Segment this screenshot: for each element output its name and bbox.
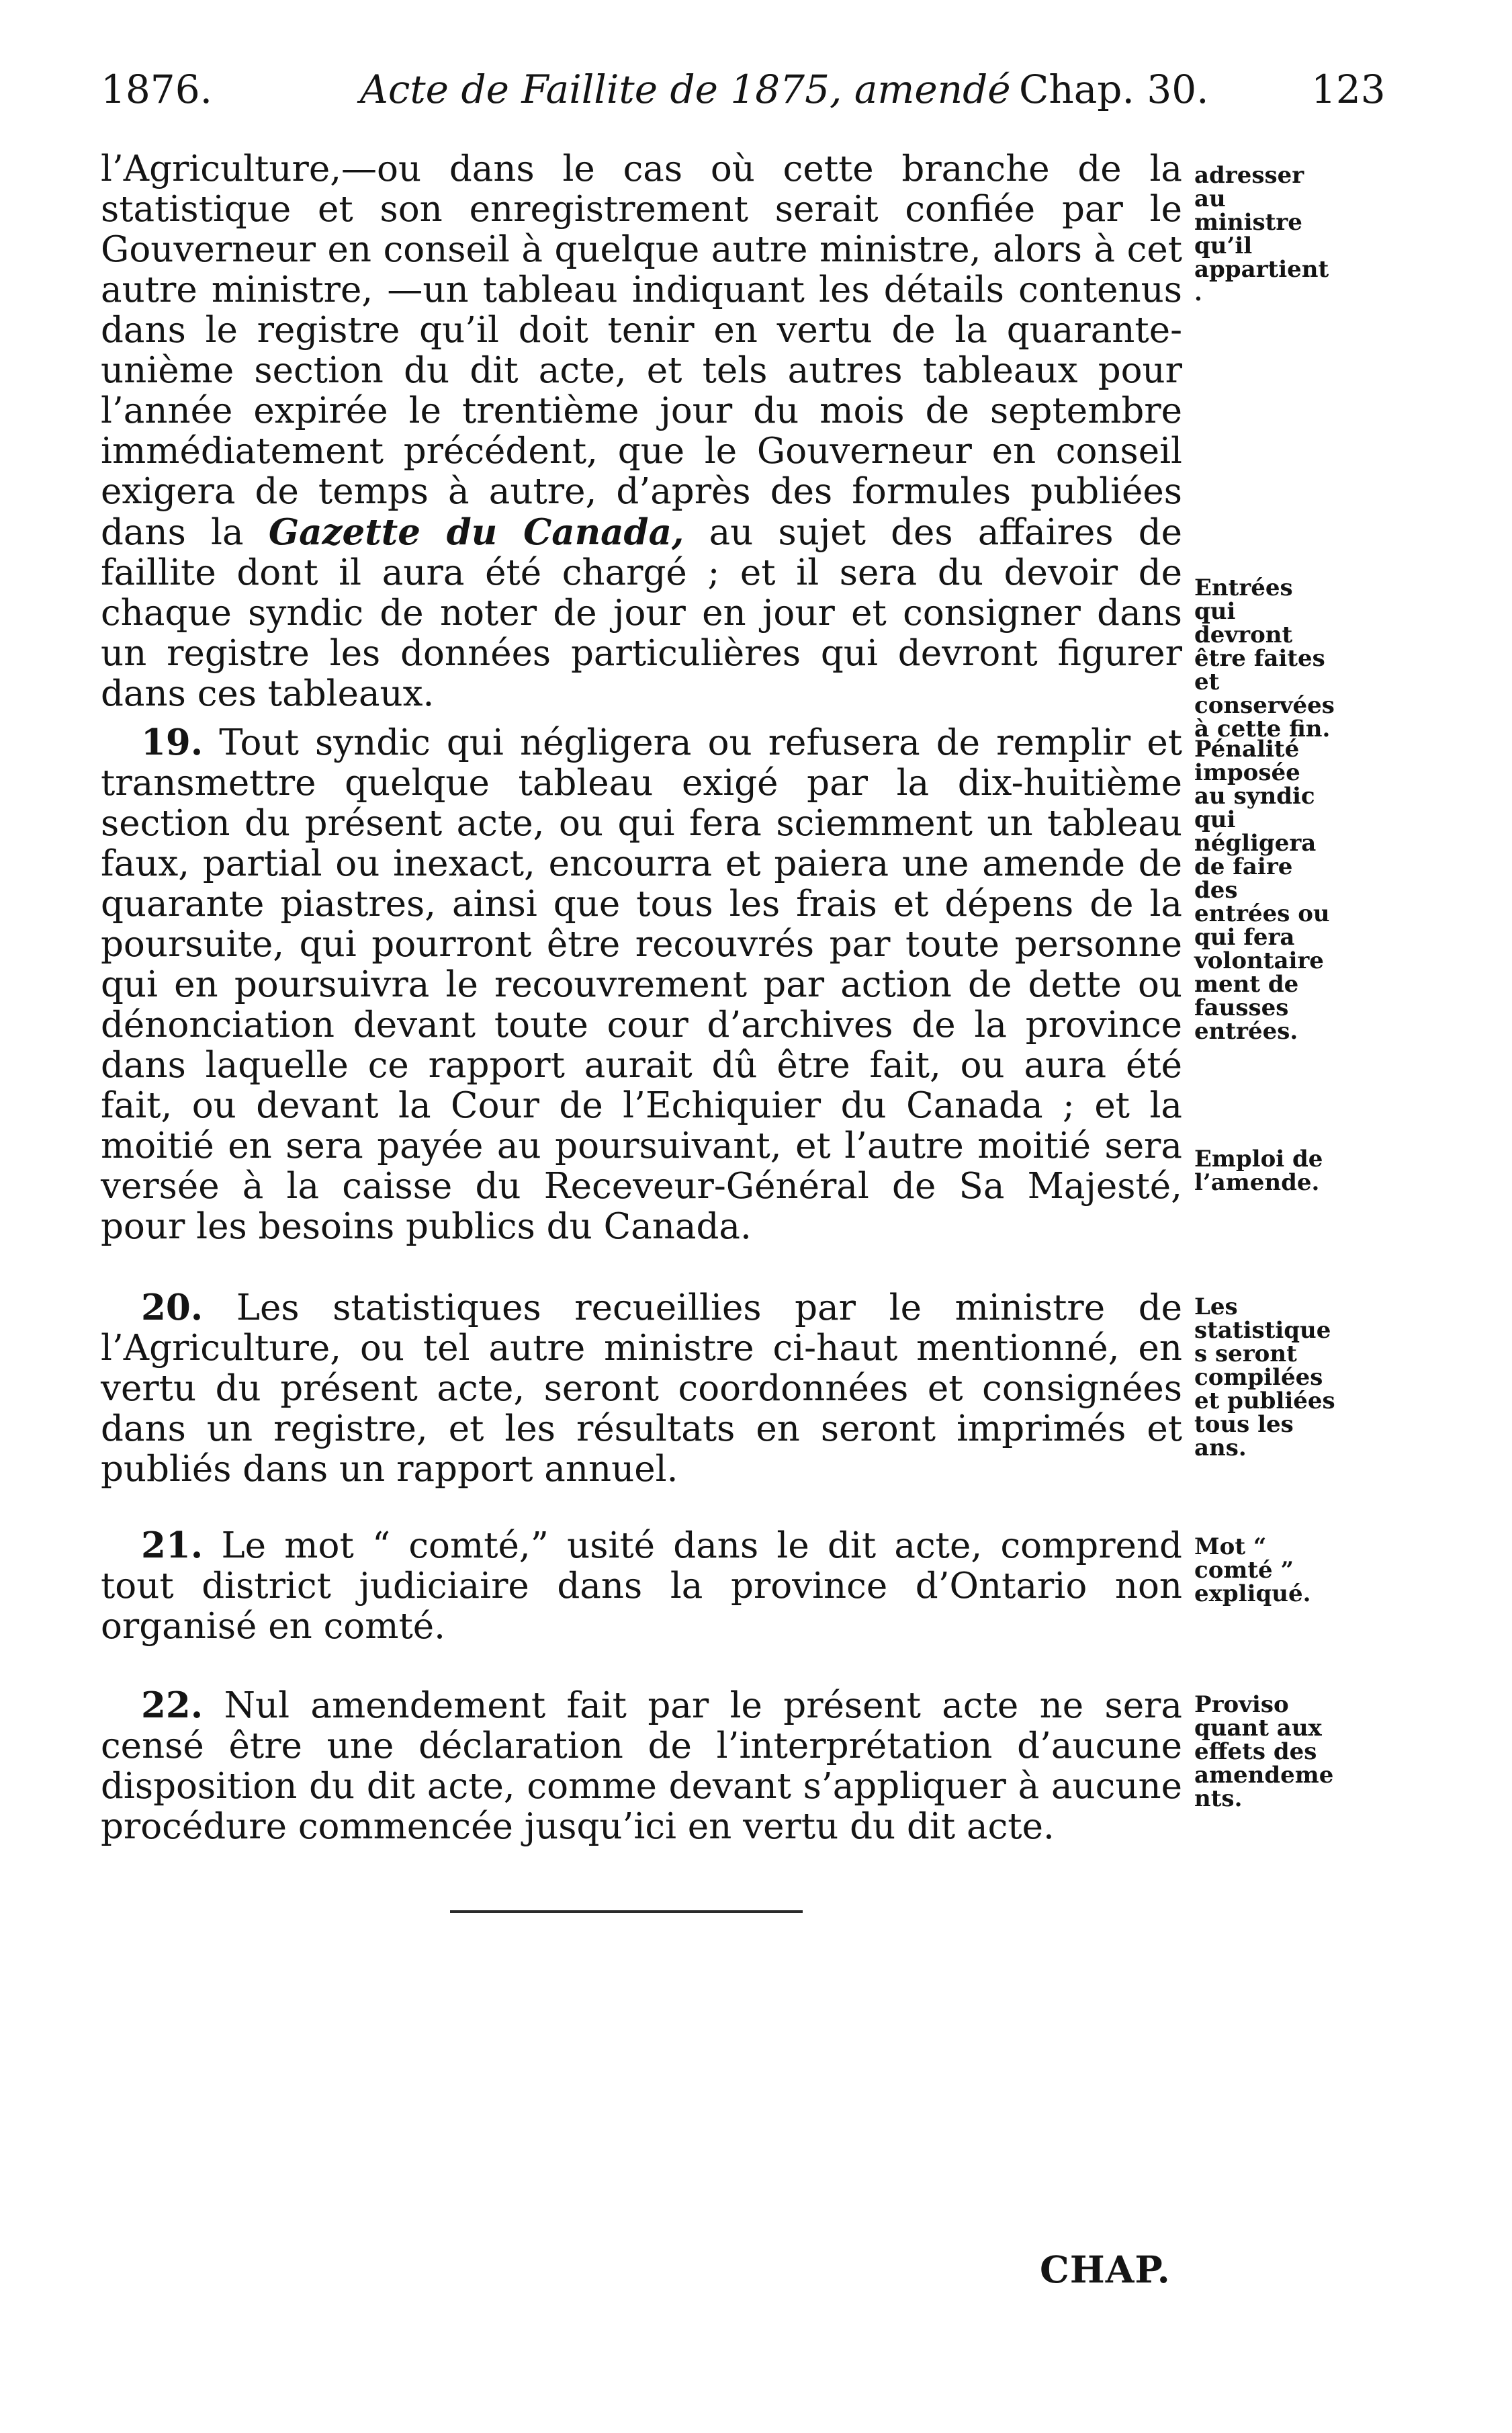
paragraph-continuation <box>101 149 1182 714</box>
section-19 <box>101 722 1182 1247</box>
section-21 <box>101 1525 1182 1647</box>
header-chapter: Chap. 30. <box>1019 67 1209 112</box>
section-number: 22. <box>141 1684 204 1726</box>
section-text: Tout syndic qui négligera ou refusera de remplir et transmettre quelque tableau exigé par la dix-huitième section du présent acte, ou qui fera sciemment un tableau faux, partial ou inexact, encourra et paiera une amende de quarante piastres, ainsi que tous les frais et dépens de la poursuite, qui pourront être recouvrés par toute personne qui en poursuivra le recouvrement par action de dette ou dénonciation devant toute cour d’archives de la province dans laquelle ce rapport aurait dû être fait, ou aura été fait, ou devant la Cour de l’Echiquier du Canada ; et la moitié en sera payée au poursuivant, et l’autre moitié sera versée à la caisse du Receveur-Général de Sa Majesté, pour les besoins publics du Canada. <box>101 722 1182 1247</box>
header-title: Acte de Faillite de 1875, amendé <box>360 67 1011 112</box>
paragraph-text-after: au sujet des affaires de faillite dont il aura été chargé ; et il sera du devoir de chaque syndic de noter de jour en jour et consigner dans un registre les données particulières qui devront figurer dans ces tableaux. <box>101 512 1183 714</box>
header-year: 1876. <box>101 67 213 112</box>
catchword: CHAP. <box>1040 2248 1171 2291</box>
margin-note: Entrées qui devront être faites et conservées à cette fin. <box>1194 574 1335 742</box>
paragraph-emphasis: Gazette du Canada, <box>268 511 684 553</box>
margin-note: Mot “ comté ” expliqué. <box>1194 1533 1311 1607</box>
section-text: Nul amendement fait par le présent acte ne sera censé être une déclaration de l’interprétation d’aucune disposition du dit acte, comme devant s’appliquer à aucune procédure commencée jusqu’ici en vertu du dit acte. <box>101 1685 1182 1847</box>
margin-note: Emploi de l’amende. <box>1194 1146 1323 1196</box>
header-page-number: 123 <box>1311 67 1386 112</box>
margin-note: Pénalité imposée au syndic qui négligera de faire des entrées ou qui fera volontairement de fausses entrées. <box>1194 736 1330 1045</box>
section-number: 19. <box>141 722 204 763</box>
margin-note: adresser au ministre qu’il appartient. <box>1194 162 1329 306</box>
section-number: 20. <box>141 1287 204 1328</box>
section-20 <box>101 1287 1182 1490</box>
margin-note: Les statistiques seront compilées et publiées tous les ans. <box>1194 1293 1335 1461</box>
margin-note: Proviso quant aux effets des amendements. <box>1194 1691 1334 1812</box>
section-text: Le mot “ comté,” usité dans le dit acte, comprend tout district judiciaire dans la province d’Ontario non organisé en comté. <box>101 1525 1182 1647</box>
section-22 <box>101 1685 1182 1847</box>
divider-rule <box>450 1910 803 1913</box>
paragraph-text: l’Agriculture,—ou dans le cas où cette branche de la statistique et son enregistrement serait confiée par le Gouverneur en conseil à quelque autre ministre, alors à cet autre ministre, —un tableau indiquant les détails contenus dans le registre qu’il doit tenir en vertu de la quarante-unième section du dit acte, et tels autres tableaux pour l’année expirée le trentième jour du mois de septembre immédiatement précédent, que le Gouverneur en conseil exigera de temps à autre, d’après des formules publiées dans la <box>101 148 1182 553</box>
section-number: 21. <box>141 1525 204 1566</box>
section-text: Les statistiques recueillies par le ministre de l’Agriculture, ou tel autre ministre ci-haut mentionné, en vertu du présent acte, seront coordonnées et consignées dans un registre, et les résultats en seront imprimés et publiés dans un rapport annuel. <box>101 1287 1182 1490</box>
